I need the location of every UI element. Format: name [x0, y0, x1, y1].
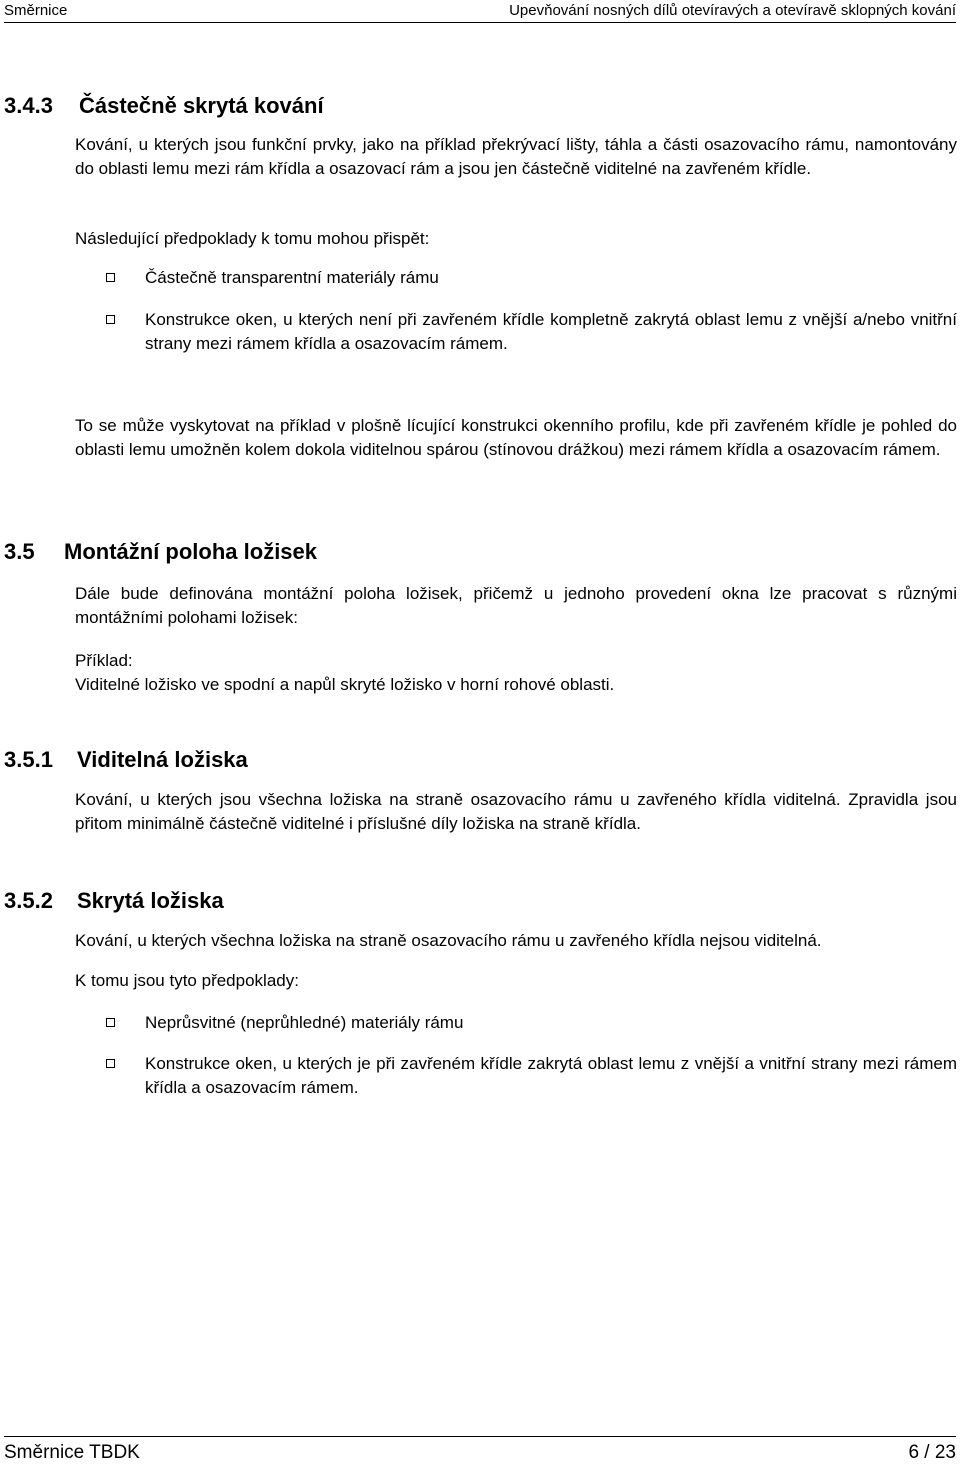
heading-title: Viditelná ložiska — [77, 747, 248, 772]
paragraph: Kování, u kterých jsou funkční prvky, jako na příklad překrývací lišty, táhla a části osazovacího rámu, namontovány do oblasti lemu mezi rám křídla a osazovací rám a jsou jen částečně viditelné na zavřeném křídle. — [75, 135, 957, 178]
paragraph: To se může vyskytovat na příklad v plošně lícující konstrukci okenního profilu, kde při zavřeném křídle je pohled do oblasti lemu umožněn kolem dokola viditelnou spárou (stínovou drážkou) mezi rámem křídla a osazovacím rámem. — [75, 416, 957, 459]
page-footer — [4, 1436, 956, 1463]
bullet-text: Neprůsvitné (neprůhledné) materiály rámu — [145, 1013, 464, 1032]
heading-number: 3.5.2 — [4, 888, 53, 913]
heading-number: 3.5 — [4, 539, 35, 564]
bullet-text: Konstrukce oken, u kterých není při zavřeném křídle kompletně zakrytá oblast lemu z vnější a/nebo vnitřní strany mezi rámem křídla a osazovacím rámem. — [145, 310, 957, 353]
heading-3-5 — [4, 539, 317, 565]
example-label: Příklad: — [75, 651, 133, 670]
paragraph: Následující předpoklady k tomu mohou přispět: — [75, 229, 430, 248]
bullet-text: Částečně transparentní materiály rámu — [145, 268, 439, 287]
square-bullet-icon — [106, 1018, 115, 1027]
heading-3-5-1 — [4, 747, 248, 773]
example-text: Viditelné ložisko ve spodní a napůl skryté ložisko v horní rohové oblasti. — [75, 675, 615, 694]
paragraph: Kování, u kterých jsou všechna ložiska na straně osazovacího rámu u zavřeného křídla viditelná. Zpravidla jsou přitom minimálně částečně viditelné i příslušné díly ložiska na straně křídla. — [75, 790, 957, 833]
heading-number: 3.4.3 — [4, 93, 53, 118]
heading-3-4-3 — [4, 93, 324, 119]
square-bullet-icon — [106, 315, 115, 324]
heading-3-5-2 — [4, 888, 224, 914]
heading-number: 3.5.1 — [4, 747, 53, 772]
square-bullet-icon — [106, 1059, 115, 1068]
page-header — [4, 2, 956, 23]
paragraph: K tomu jsou tyto předpoklady: — [75, 971, 299, 990]
footer-document-name: Směrnice TBDK — [4, 1442, 140, 1463]
header-left-title: Směrnice — [4, 2, 68, 19]
heading-title: Skrytá ložiska — [77, 888, 224, 913]
header-right-title: Upevňování nosných dílů otevíravých a otevíravě sklopných kování — [509, 2, 956, 19]
heading-title: Montážní poloha ložisek — [64, 539, 318, 564]
footer-page-number: 6 / 23 — [908, 1442, 956, 1463]
bullet-text: Konstrukce oken, u kterých je při zavřeném křídle zakrytá oblast lemu z vnější a vnitřní strany mezi rámem křídla a osazovacím rámem. — [145, 1054, 957, 1097]
paragraph: Kování, u kterých všechna ložiska na straně osazovacího rámu u zavřeného křídla nejsou viditelná. — [75, 931, 822, 950]
square-bullet-icon — [106, 273, 115, 282]
heading-title: Částečně skrytá kování — [79, 93, 324, 118]
paragraph: Dále bude definována montážní poloha ložisek, přičemž u jednoho provedení okna lze pracovat s různými montážními polohami ložisek: — [75, 584, 957, 627]
